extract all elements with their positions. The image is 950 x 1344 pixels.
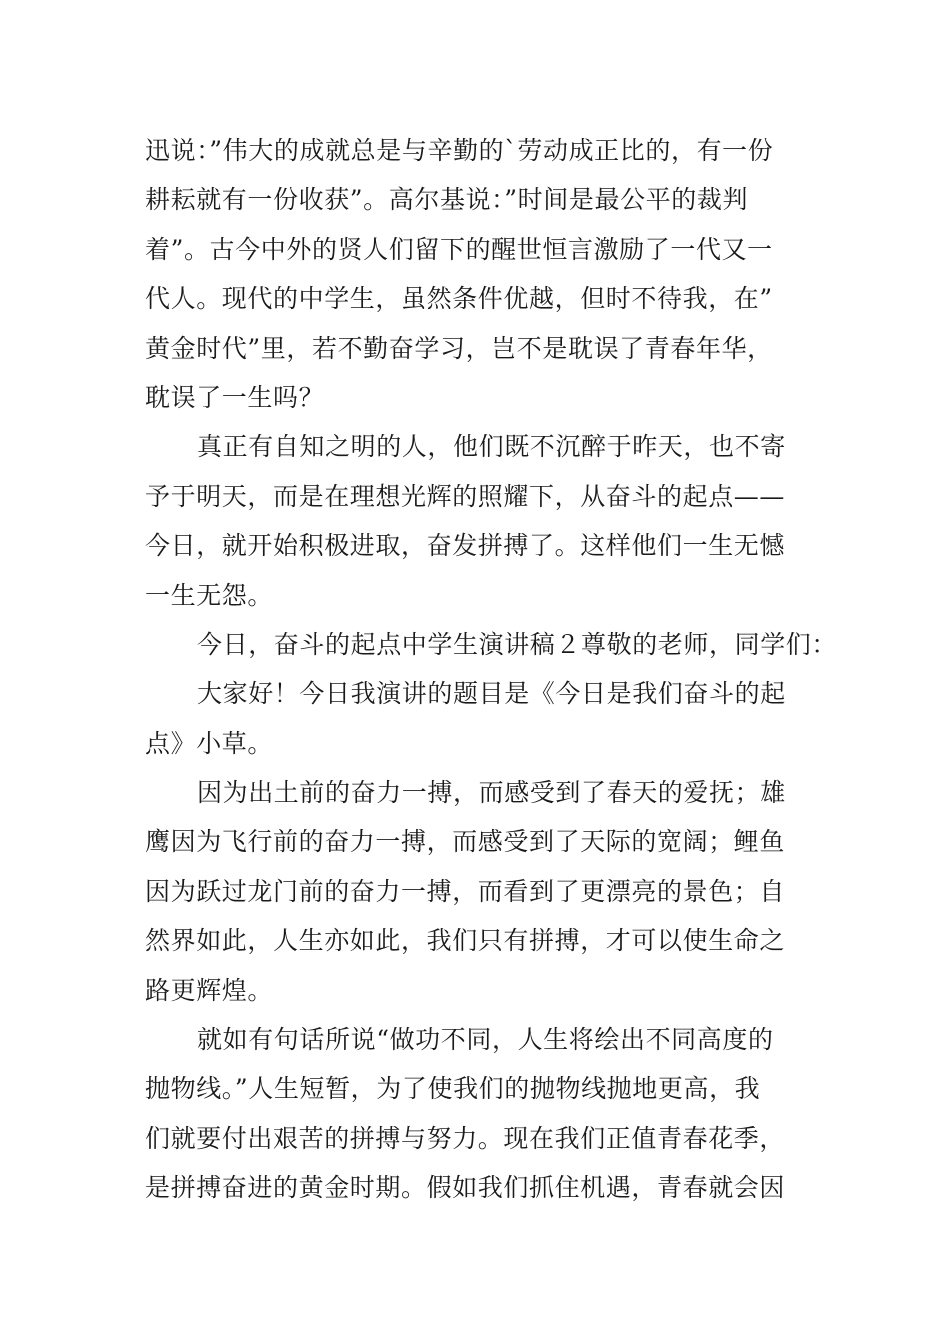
text-line: 路更辉煌。 [145, 975, 274, 1005]
text-line: 因为跃过龙门前的奋力一搏，而看到了更漂亮的景色；自 [145, 876, 786, 906]
text-line: 点》小草。 [145, 728, 274, 758]
text-line: 代人。现代的中学生，虽然条件优越，但时不待我，在” [145, 284, 773, 314]
paragraph-start-line: 因为出土前的奋力一搏，而感受到了春天的爱抚；雄 [197, 778, 786, 808]
text-line: 今日，就开始积极进取，奋发拼搏了。这样他们一生无憾 [145, 531, 786, 561]
paragraph-start-line: 大家好！今日我演讲的题目是《今日是我们奋斗的起 [197, 679, 786, 709]
text-line: 抛物线。”人生短暂，为了使我们的抛物线抛地更高，我 [145, 1074, 761, 1104]
text-line: 一生无怨。 [145, 580, 274, 610]
text-line: 耕耘就有一份收获”。高尔基说：”时间是最公平的裁判 [145, 185, 749, 215]
text-line: 黄金时代”里，若不勤奋学习，岂不是耽误了青春年华， [145, 333, 773, 363]
text-line: 们就要付出艰苦的拼搏与努力。现在我们正值青春花季， [145, 1123, 786, 1153]
paragraph-start-line: 真正有自知之明的人，他们既不沉醉于昨天，也不寄 [197, 432, 786, 462]
text-line: 鹰因为飞行前的奋力一搏，而感受到了天际的宽阔；鲤鱼 [145, 827, 786, 857]
text-line: 迅说：”伟大的成就总是与辛勤的`劳动成正比的，有一份 [145, 136, 774, 165]
text-line: 予于明天，而是在理想光辉的照耀下，从奋斗的起点—— [145, 481, 786, 511]
text-line: 是拼搏奋进的黄金时期。假如我们抓住机遇，青春就会因 [145, 1173, 786, 1203]
text-line: 着”。古今中外的贤人们留下的醒世恒言激励了一代又一 [145, 234, 773, 264]
document-body [145, 126, 838, 1213]
text-line: 然界如此，人生亦如此，我们只有拼搏，才可以使生命之 [145, 926, 786, 956]
paragraph-start-line: 今日，奋斗的起点中学生演讲稿２尊敬的老师，同学们： [197, 629, 838, 659]
paragraph-start-line: 就如有句话所说“做功不同，人生将绘出不同高度的 [197, 1025, 774, 1055]
text-line: 耽误了一生吗？ [145, 382, 325, 412]
